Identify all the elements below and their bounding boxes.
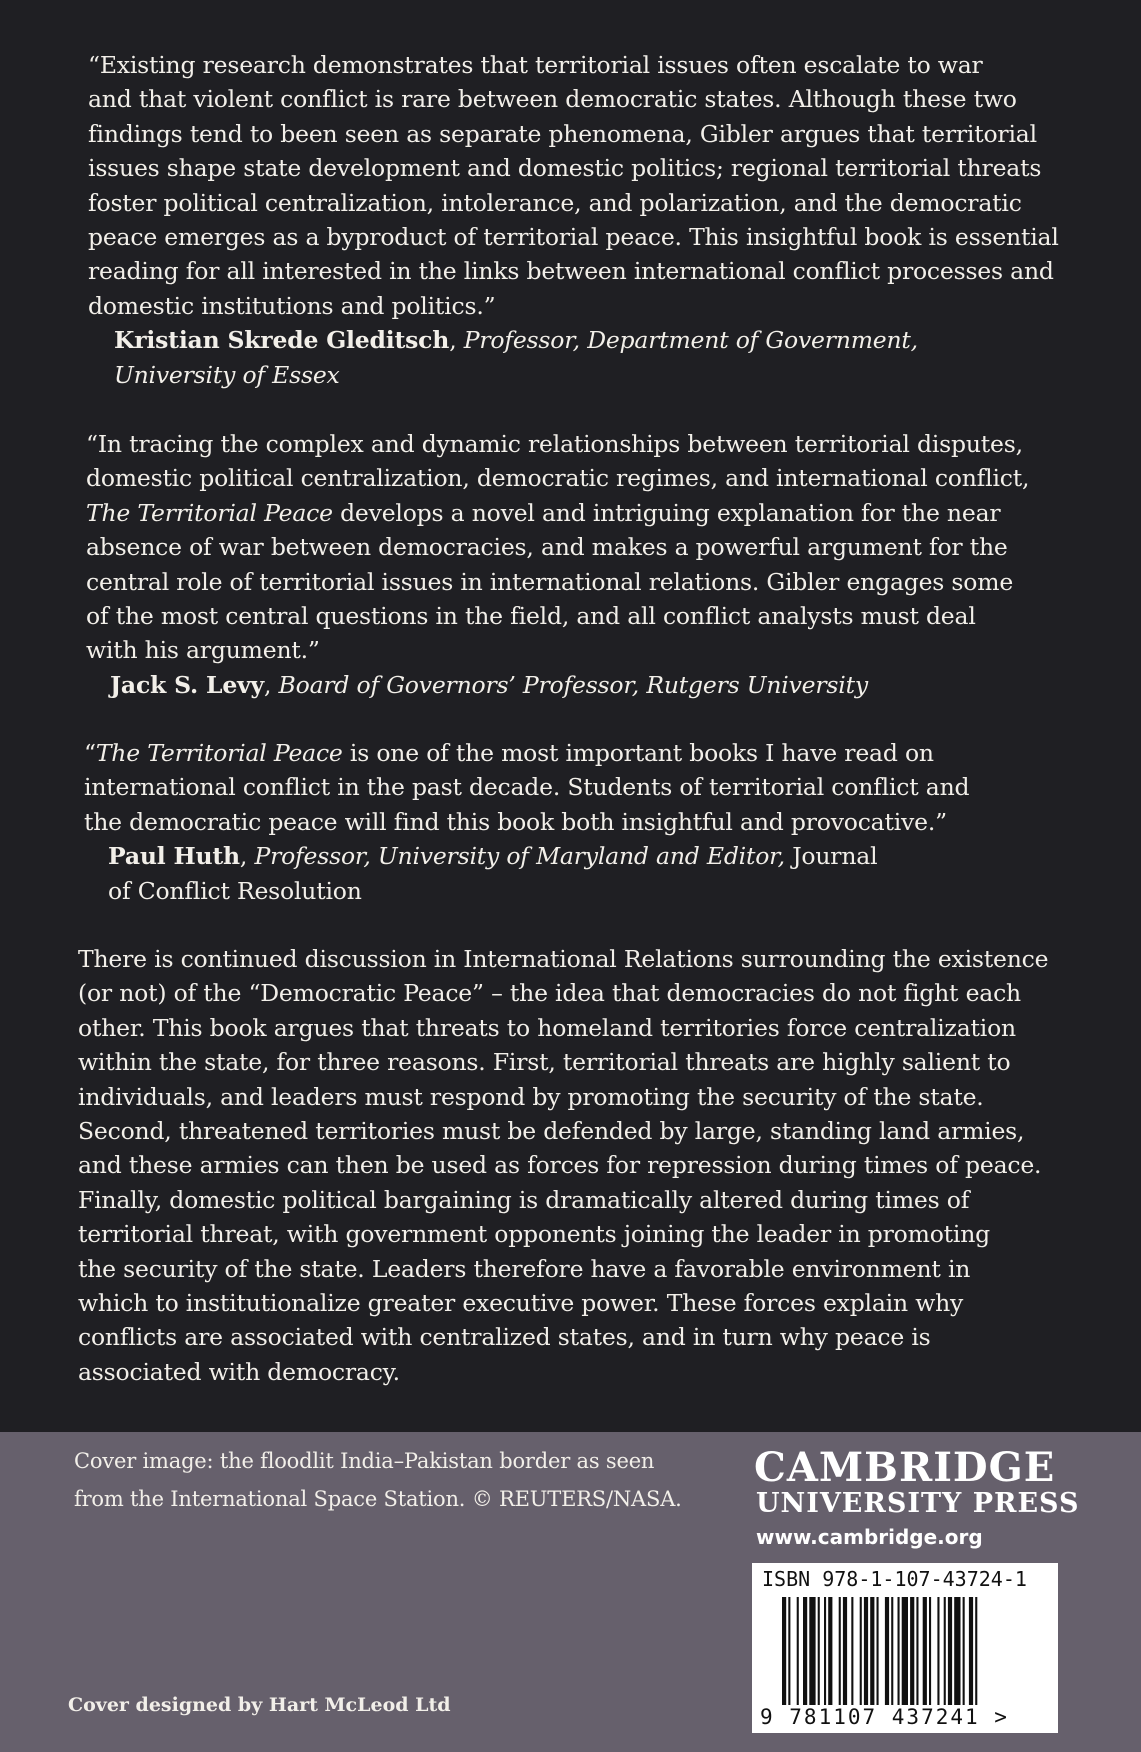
description-line: Second, threatened territories must be defended by large, standing land armies, — [78, 1117, 1025, 1146]
barcode-bar — [923, 1597, 927, 1705]
description-line: other. This book argues that threats to homeland territories force centralization — [78, 1013, 1016, 1042]
endorser-name: Jack S. Levy — [110, 670, 264, 699]
endorser-role: Board of Governors’ Professor, Rutgers University — [278, 670, 868, 699]
quote-line: “The Territorial Peace is one of the most important books I have read on — [84, 739, 934, 767]
barcode-icon — [782, 1597, 1034, 1705]
quote-line: absence of war between democracies, and makes a powerful argument for the — [86, 533, 1008, 562]
description-line: There is continued discussion in International Relations surrounding the existence — [78, 945, 1049, 973]
book-title: The Territorial Peace — [95, 739, 343, 767]
description-line: associated with democracy. — [78, 1357, 400, 1386]
quote-line: “In tracing the complex and dynamic relationships between territorial disputes, — [86, 430, 1023, 458]
quote-line: domestic institutions and politics.” — [88, 291, 496, 320]
barcode-bar — [885, 1597, 889, 1705]
journal-name-cont: of Conflict Resolution — [108, 876, 362, 905]
quote-line: central role of territorial issues in international relations. Gibler engages some — [86, 567, 1014, 596]
quote-line: issues shape state development and domestic politics; regional territorial threats — [88, 154, 1042, 183]
endorsement-1 — [88, 48, 1141, 392]
barcode-bar — [963, 1597, 965, 1705]
endorser-role: Professor, University of Maryland and Editor, — [254, 842, 785, 871]
quote-line: of the most central questions in the field, and all conflict analysts must deal — [86, 602, 976, 631]
barcode-bar — [944, 1597, 946, 1705]
barcode-bar — [797, 1597, 799, 1705]
quote-line: “Existing research demonstrates that territorial issues often escalate to war — [88, 51, 983, 79]
barcode-bar — [877, 1597, 879, 1705]
endorser: Kristian Skrede Gleditsch, Professor, Department of Government, — [114, 326, 918, 355]
endorsement-3 — [84, 736, 1141, 908]
cover-designer-credit: Cover designed by Hart McLeod Ltd — [68, 1694, 451, 1716]
description-line: the security of the state. Leaders therefore have a favorable environment in — [78, 1254, 971, 1283]
description-line: territorial threat, with government opponents joining the leader in promoting — [78, 1220, 990, 1249]
barcode-bar — [870, 1597, 874, 1705]
barcode-bar — [948, 1597, 952, 1705]
barcode-bar — [860, 1597, 862, 1705]
publisher-logo-name: CAMBRIDGE — [754, 1444, 1056, 1491]
description-line: individuals, and leaders must respond by promoting the security of the state. — [78, 1082, 984, 1111]
isbn-number: ISBN 978-1-107-43724-1 — [762, 1567, 1027, 1591]
endorser-affiliation: University of Essex — [114, 360, 340, 389]
barcode-bar — [782, 1597, 786, 1705]
endorser-name: Kristian Skrede Gleditsch — [114, 326, 450, 355]
quote-line: international conflict in the past decade. Students of territorial conflict and — [84, 773, 970, 802]
barcode-bar — [891, 1597, 893, 1705]
cover-image-credit: Cover image: the floodlit India–Pakistan border as seen from the International Space Station. © REUTERS/NASA. — [74, 1449, 682, 1511]
barcode-bar — [839, 1597, 841, 1705]
barcode-bar — [898, 1597, 900, 1705]
description-line: conflicts are associated with centralized states, and in turn why peace is — [78, 1323, 931, 1352]
description-line: and these armies can then be used as forces for repression during times of peace. — [78, 1151, 1042, 1180]
description-line: Finally, domestic political bargaining is dramatically altered during times of — [78, 1185, 970, 1214]
quote-line: findings tend to been seen as separate phenomena, Gibler argues that territorial — [88, 119, 1037, 148]
barcode-bar — [803, 1597, 807, 1705]
endorser: Jack S. Levy, Board of Governors’ Professor, Rutgers University — [110, 670, 868, 699]
quote-line: reading for all interested in the links between international conflict processes and — [88, 257, 1054, 286]
isbn-barcode — [752, 1563, 1058, 1733]
barcode-bar — [818, 1597, 820, 1705]
barcode-bar — [910, 1597, 914, 1705]
endorsement-2 — [86, 427, 1141, 702]
barcode-bar — [916, 1597, 918, 1705]
endorser-name: Paul Huth — [108, 842, 240, 871]
description-line: within the state, for three reasons. First, territorial threats are highly salient to — [78, 1048, 1011, 1077]
quote-line: peace emerges as a byproduct of territorial peace. This insightful book is essential — [88, 223, 1059, 252]
endorser-role: Professor, Department of Government, — [463, 326, 918, 355]
book-description — [78, 942, 1138, 1389]
barcode-bar — [864, 1597, 868, 1705]
quote-line: and that violent conflict is rare between democratic states. Although these two — [88, 85, 1017, 114]
journal-name: Journal — [792, 842, 878, 871]
publisher-logo-sub: UNIVERSITY PRESS — [756, 1488, 1080, 1519]
publisher-url: www.cambridge.org — [756, 1525, 983, 1549]
barcode-bar — [851, 1597, 853, 1705]
barcode-bar — [809, 1597, 815, 1705]
barcode-bar — [954, 1597, 960, 1705]
barcode-bar — [929, 1597, 931, 1705]
description-line: which to institutionalize greater executive power. These forces explain why — [78, 1289, 964, 1318]
barcode-bar — [975, 1597, 977, 1705]
quote-line: foster political centralization, intolerance, and polarization, and the democratic — [88, 188, 1022, 217]
barcode-bar — [937, 1597, 939, 1705]
description-line: (or not) of the “Democratic Peace” – the idea that democracies do not fight each — [78, 979, 1021, 1008]
barcode-bar — [824, 1597, 826, 1705]
endorser: Paul Huth, Professor, University of Maryland and Editor, Journal — [108, 842, 878, 871]
quote-line: the democratic peace will find this book both insightful and provocative.” — [84, 807, 947, 836]
ean-digits: 9 781107 437241 > — [760, 1705, 1009, 1729]
barcode-bar — [902, 1597, 908, 1705]
barcode-bar — [969, 1597, 973, 1705]
book-title: The Territorial Peace — [86, 498, 333, 527]
quote-line: domestic political centralization, democratic regimes, and international conflict, — [86, 464, 1030, 493]
barcode-bar — [788, 1597, 790, 1705]
quote-line: The Territorial Peace develops a novel and intriguing explanation for the near — [86, 498, 1001, 527]
barcode-bar — [828, 1597, 832, 1705]
quote-line: with his argument.” — [86, 636, 320, 665]
barcode-bar — [843, 1597, 847, 1705]
